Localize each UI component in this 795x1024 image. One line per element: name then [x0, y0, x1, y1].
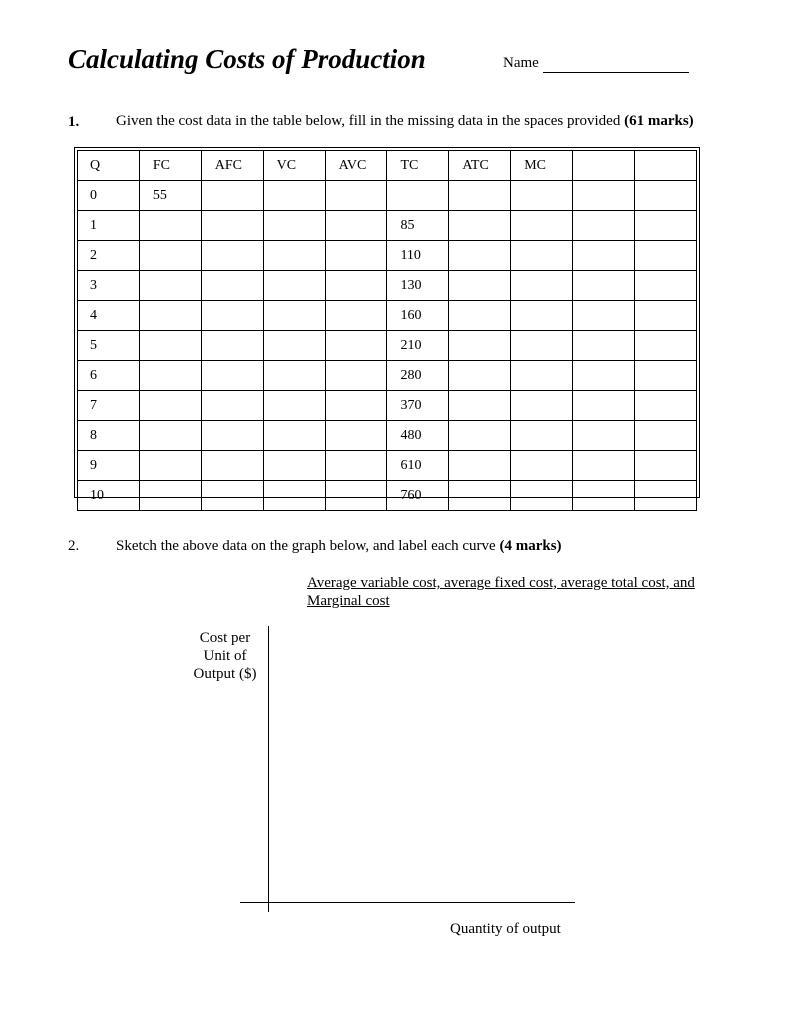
table-cell[interactable]	[139, 271, 201, 301]
table-cell: 370	[387, 391, 449, 421]
table-cell[interactable]	[263, 481, 325, 511]
y-axis-label-line: Output ($)	[193, 666, 257, 682]
table-cell[interactable]	[201, 331, 263, 361]
table-row	[78, 181, 697, 211]
table-cell[interactable]	[511, 181, 573, 211]
table-cell[interactable]	[449, 241, 511, 271]
table-cell[interactable]	[635, 331, 697, 361]
table-cell[interactable]	[511, 211, 573, 241]
table-cell[interactable]	[635, 211, 697, 241]
cost-table	[77, 150, 697, 511]
table-cell[interactable]	[201, 211, 263, 241]
question-1-marks: (61 marks)	[624, 113, 694, 129]
table-cell[interactable]	[263, 301, 325, 331]
table-cell[interactable]	[635, 451, 697, 481]
table-cell[interactable]	[201, 451, 263, 481]
table-cell[interactable]	[449, 421, 511, 451]
table-cell: 160	[387, 301, 449, 331]
table-cell: 130	[387, 271, 449, 301]
graph-title: Average variable cost, average fixed cost, average total cost, and Marginal cost	[307, 575, 695, 609]
cost-table-frame	[74, 147, 700, 503]
table-cell[interactable]	[263, 271, 325, 301]
table-row	[78, 361, 697, 391]
question-1-text	[116, 113, 694, 130]
table-cell[interactable]	[635, 271, 697, 301]
table-cell[interactable]	[573, 301, 635, 331]
table-header-cell: MC	[511, 151, 573, 181]
table-cell[interactable]	[573, 181, 635, 211]
table-cell[interactable]	[325, 211, 387, 241]
table-cell[interactable]	[635, 391, 697, 421]
table-cell: 0	[78, 181, 140, 211]
table-header-cell: AVC	[325, 151, 387, 181]
table-cell[interactable]	[573, 451, 635, 481]
table-cell[interactable]	[201, 481, 263, 511]
x-axis-label: Quantity of output	[450, 921, 561, 937]
table-cell: 760	[387, 481, 449, 511]
table-cell[interactable]	[325, 301, 387, 331]
table-cell[interactable]	[573, 391, 635, 421]
table-cell[interactable]	[139, 451, 201, 481]
table-cell: 9	[78, 451, 140, 481]
name-field-line[interactable]	[543, 72, 689, 73]
question-2-text	[116, 538, 562, 555]
table-header-cell: AFC	[201, 151, 263, 181]
table-cell[interactable]	[139, 211, 201, 241]
table-cell[interactable]	[449, 301, 511, 331]
table-header-row	[78, 151, 697, 181]
question-2-marks: (4 marks)	[499, 538, 562, 554]
table-cell: 85	[387, 211, 449, 241]
table-cell: 2	[78, 241, 140, 271]
table-header-cell: TC	[387, 151, 449, 181]
table-cell: 55	[139, 181, 201, 211]
table-cell[interactable]	[573, 421, 635, 451]
table-cell[interactable]	[263, 331, 325, 361]
table-cell: 110	[387, 241, 449, 271]
table-cell[interactable]	[635, 421, 697, 451]
table-row	[78, 301, 697, 331]
table-row	[78, 481, 697, 511]
table-header-cell	[573, 151, 635, 181]
table-row	[78, 271, 697, 301]
table-cell[interactable]	[325, 391, 387, 421]
table-header-cell: ATC	[449, 151, 511, 181]
table-cell[interactable]	[449, 451, 511, 481]
table-cell: 10	[78, 481, 140, 511]
table-cell[interactable]	[263, 241, 325, 271]
table-cell[interactable]	[139, 481, 201, 511]
table-cell[interactable]	[573, 481, 635, 511]
table-cell[interactable]	[263, 181, 325, 211]
y-axis-label-line: Unit of	[203, 648, 247, 664]
table-cell[interactable]	[449, 391, 511, 421]
table-cell[interactable]	[511, 481, 573, 511]
table-cell[interactable]	[139, 361, 201, 391]
table-cell[interactable]	[449, 481, 511, 511]
table-header-cell	[635, 151, 697, 181]
table-header-cell: VC	[263, 151, 325, 181]
table-cell[interactable]	[635, 481, 697, 511]
table-cell[interactable]	[325, 181, 387, 211]
table-row	[78, 331, 697, 361]
x-axis	[240, 902, 575, 903]
question-1-number: 1.	[68, 114, 80, 130]
y-axis-label	[180, 629, 270, 683]
table-cell: 4	[78, 301, 140, 331]
table-cell[interactable]	[263, 211, 325, 241]
table-cell[interactable]	[201, 391, 263, 421]
table-header-cell: FC	[139, 151, 201, 181]
table-cell[interactable]	[511, 421, 573, 451]
table-cell[interactable]	[263, 391, 325, 421]
table-cell: 280	[387, 361, 449, 391]
table-cell[interactable]	[325, 331, 387, 361]
table-cell[interactable]	[139, 241, 201, 271]
table-cell[interactable]	[139, 391, 201, 421]
table-cell[interactable]	[635, 181, 697, 211]
table-cell[interactable]	[263, 451, 325, 481]
table-cell[interactable]	[201, 421, 263, 451]
table-cell[interactable]	[263, 421, 325, 451]
table-cell: 480	[387, 421, 449, 451]
table-cell[interactable]	[511, 361, 573, 391]
table-cell: 610	[387, 451, 449, 481]
table-cell[interactable]	[325, 271, 387, 301]
table-row	[78, 451, 697, 481]
table-cell[interactable]	[201, 361, 263, 391]
question-2-number: 2.	[68, 538, 80, 554]
table-row	[78, 421, 697, 451]
table-cell[interactable]	[573, 211, 635, 241]
page-title: Calculating Costs of Production	[68, 44, 426, 74]
table-header-cell: Q	[78, 151, 140, 181]
table-cell: 5	[78, 331, 140, 361]
table-cell[interactable]	[511, 241, 573, 271]
table-cell[interactable]	[263, 361, 325, 391]
table-cell: 3	[78, 271, 140, 301]
table-cell[interactable]	[449, 211, 511, 241]
table-cell[interactable]	[573, 331, 635, 361]
table-cell[interactable]	[201, 241, 263, 271]
table-cell[interactable]	[325, 421, 387, 451]
table-row	[78, 211, 697, 241]
table-cell[interactable]	[511, 271, 573, 301]
table-cell[interactable]	[573, 361, 635, 391]
table-cell[interactable]	[449, 271, 511, 301]
table-cell[interactable]	[201, 181, 263, 211]
table-cell[interactable]	[635, 241, 697, 271]
table-cell[interactable]	[511, 331, 573, 361]
table-cell[interactable]	[449, 331, 511, 361]
table-cell[interactable]	[139, 421, 201, 451]
table-cell: 1	[78, 211, 140, 241]
table-cell[interactable]	[201, 301, 263, 331]
table-cell[interactable]	[139, 301, 201, 331]
table-cell[interactable]	[325, 481, 387, 511]
table-cell[interactable]	[511, 391, 573, 421]
table-cell: 210	[387, 331, 449, 361]
y-axis	[268, 626, 269, 912]
table-cell[interactable]	[325, 361, 387, 391]
table-cell[interactable]	[635, 301, 697, 331]
table-cell: 6	[78, 361, 140, 391]
name-label: Name	[503, 55, 539, 71]
table-cell[interactable]	[325, 241, 387, 271]
question-1-instructions: Given the cost data in the table below, fill in the missing data in the spaces provided	[116, 113, 621, 129]
table-cell[interactable]	[635, 361, 697, 391]
table-cell[interactable]	[387, 181, 449, 211]
table-row	[78, 391, 697, 421]
table-cell[interactable]	[511, 451, 573, 481]
table-row	[78, 241, 697, 271]
table-cell[interactable]	[573, 271, 635, 301]
table-cell: 8	[78, 421, 140, 451]
table-cell[interactable]	[449, 361, 511, 391]
table-cell[interactable]	[139, 331, 201, 361]
table-cell[interactable]	[325, 451, 387, 481]
table-cell[interactable]	[201, 271, 263, 301]
table-cell[interactable]	[449, 181, 511, 211]
table-cell[interactable]	[511, 301, 573, 331]
table-cell: 7	[78, 391, 140, 421]
question-2-instructions: Sketch the above data on the graph below, and label each curve	[116, 538, 496, 554]
y-axis-label-line: Cost per	[199, 630, 251, 646]
table-cell[interactable]	[573, 241, 635, 271]
